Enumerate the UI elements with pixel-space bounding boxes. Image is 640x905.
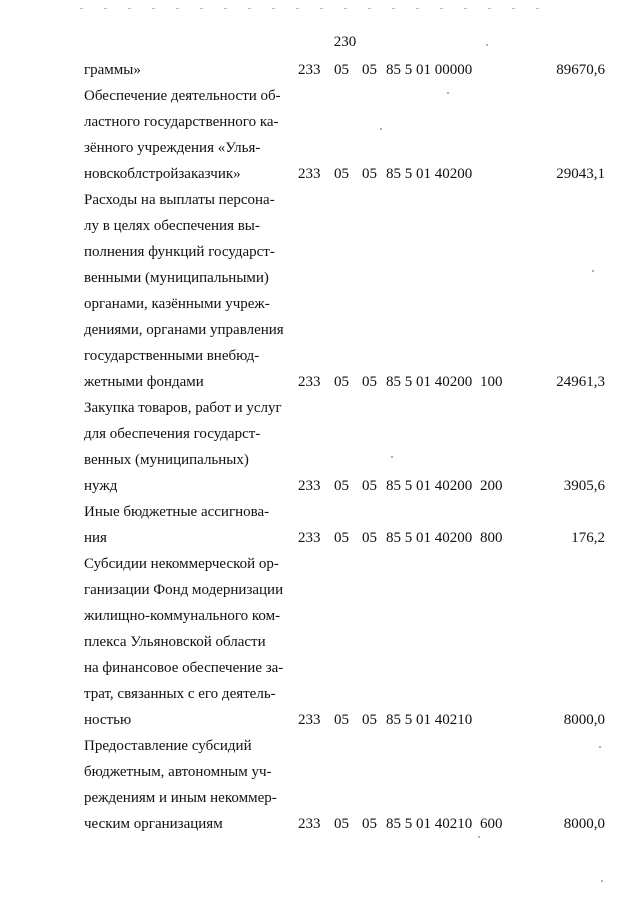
table-row [0, 551, 640, 733]
row-name-line: дениями, органами управления [84, 322, 284, 338]
row-name-line: для обеспечения государст- [84, 426, 261, 442]
amount: 89670,6 [556, 62, 605, 78]
table-row [0, 499, 640, 551]
row-name-line: жилищно-коммунального ком- [84, 608, 281, 624]
ministry-code: 233 [298, 816, 321, 832]
row-name-line: ния [84, 530, 107, 546]
target-article-code: 85 5 01 40200 [386, 530, 473, 546]
target-article-code: 85 5 01 40200 [386, 166, 473, 182]
row-name-line: на финансовое обеспечение за- [84, 660, 284, 676]
table-row [0, 57, 640, 83]
scan-speck [601, 880, 603, 882]
subsection-code: 05 [362, 712, 377, 728]
row-name [84, 733, 287, 837]
row-name-line: Предоставление субсидий [84, 738, 252, 754]
expense-type-code: 200 [480, 478, 503, 494]
table-row [0, 395, 640, 499]
scan-speck [478, 836, 480, 838]
scan-speck [592, 270, 594, 272]
scan-top-edge [80, 8, 560, 9]
row-name-line: нужд [84, 478, 118, 494]
row-name [84, 395, 287, 499]
section-code: 05 [334, 530, 349, 546]
section-code: 05 [334, 374, 349, 390]
row-name-line: лу в целях обеспечения вы- [84, 218, 260, 234]
row-name-line: Обеспечение деятельности об- [84, 88, 281, 104]
subsection-code: 05 [362, 478, 377, 494]
subsection-code: 05 [362, 816, 377, 832]
section-code: 05 [334, 712, 349, 728]
amount: 29043,1 [556, 166, 605, 182]
table-row [0, 733, 640, 837]
scan-speck [391, 456, 393, 458]
row-name-line: ганизации Фонд модернизации [84, 582, 284, 598]
amount: 8000,0 [563, 712, 605, 728]
row-name-line: новскоблстройзаказчик» [84, 166, 241, 182]
row-name-line: органами, казёнными учреж- [84, 296, 270, 312]
target-article-code: 85 5 01 40200 [386, 374, 473, 390]
ministry-code: 233 [298, 712, 321, 728]
row-name-line: ластного государственного ка- [84, 114, 279, 130]
page-number: 230 [333, 34, 357, 50]
ministry-code: 233 [298, 530, 321, 546]
expense-type-code: 800 [480, 530, 503, 546]
row-name-line: плекса Ульяновской области [84, 634, 266, 650]
row-name-line: зённого учреждения «Улья- [84, 140, 261, 156]
scan-speck [486, 44, 488, 46]
amount: 24961,3 [556, 374, 605, 390]
ministry-code: 233 [298, 166, 321, 182]
section-code: 05 [334, 166, 349, 182]
row-name-line: жетными фондами [84, 374, 204, 390]
section-code: 05 [334, 62, 349, 78]
row-name-line: венными (муниципальными) [84, 270, 269, 286]
row-name-line: Иные бюджетные ассигнова- [84, 504, 270, 520]
row-name-line: полнения функций государст- [84, 244, 275, 260]
ministry-code: 233 [298, 62, 321, 78]
ministry-code: 233 [298, 374, 321, 390]
subsection-code: 05 [362, 62, 377, 78]
target-article-code: 85 5 01 40200 [386, 478, 473, 494]
subsection-code: 05 [362, 530, 377, 546]
scan-speck [447, 92, 449, 94]
row-name [84, 499, 287, 551]
expense-type-code: 100 [480, 374, 503, 390]
row-name-line: бюджетным, автономным уч- [84, 764, 272, 780]
row-name [84, 551, 287, 733]
row-name-line: трат, связанных с его деятель- [84, 686, 276, 702]
amount: 176,2 [571, 530, 605, 546]
target-article-code: 85 5 01 40210 [386, 816, 473, 832]
row-name-line: Закупка товаров, работ и услуг [84, 400, 282, 416]
ministry-code: 233 [298, 478, 321, 494]
row-name-line: ностью [84, 712, 132, 728]
row-name-line: Расходы на выплаты персона- [84, 192, 275, 208]
row-name-line: Субсидии некоммерческой ор- [84, 556, 279, 572]
row-name-line: реждениям и иным некоммер- [84, 790, 277, 806]
row-name-line: венных (муниципальных) [84, 452, 249, 468]
row-name [84, 83, 287, 187]
row-name-line: граммы» [84, 62, 141, 78]
amount: 8000,0 [563, 816, 605, 832]
table-row [0, 187, 640, 395]
row-name [84, 187, 287, 395]
row-name-line: ческим организациям [84, 816, 223, 832]
section-code: 05 [334, 478, 349, 494]
subsection-code: 05 [362, 374, 377, 390]
amount: 3905,6 [563, 478, 605, 494]
row-name-line: государственными внебюд- [84, 348, 260, 364]
target-article-code: 85 5 01 00000 [386, 62, 473, 78]
target-article-code: 85 5 01 40210 [386, 712, 473, 728]
table-row [0, 83, 640, 187]
scan-speck [599, 746, 601, 748]
scan-speck [380, 128, 382, 130]
expense-type-code: 600 [480, 816, 503, 832]
row-name [84, 57, 287, 83]
section-code: 05 [334, 816, 349, 832]
subsection-code: 05 [362, 166, 377, 182]
